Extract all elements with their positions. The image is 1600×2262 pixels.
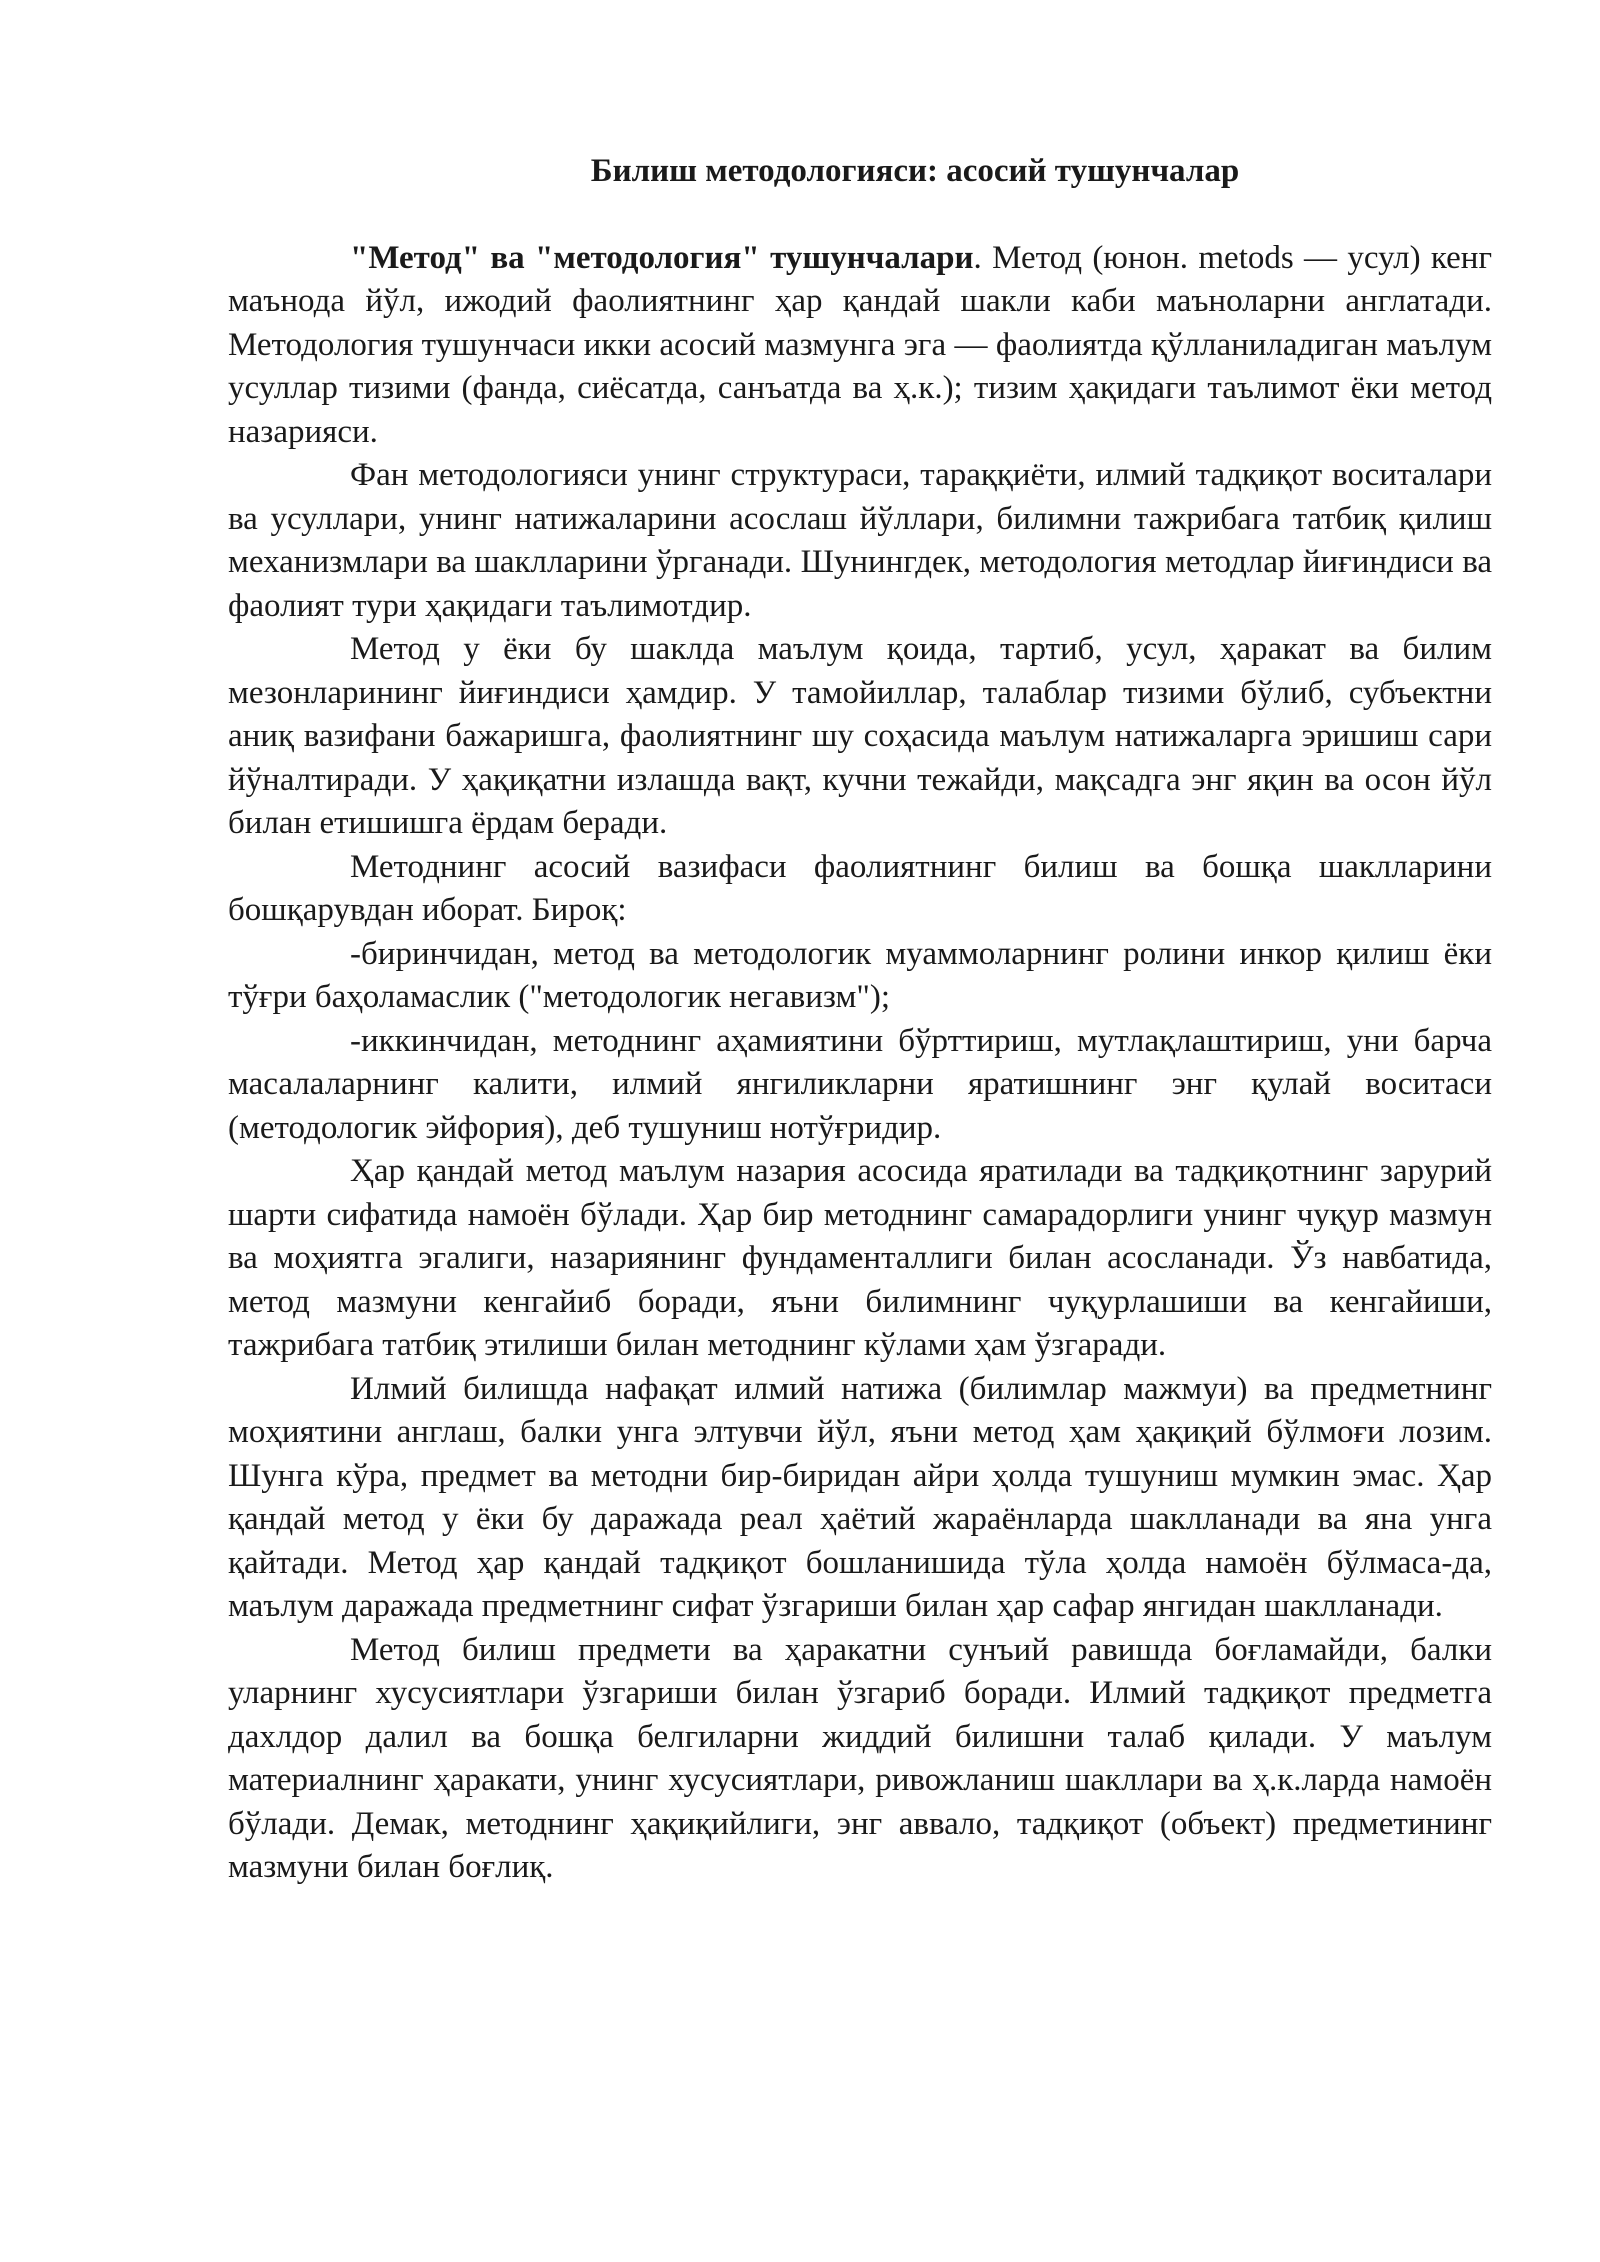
paragraph-7: Метод билиш предмети ва ҳаракатни сунъий равишда боғламайди, балки уларнинг хусусиятлари ўзгариши билан ўзгариб боради. Илмий тадқиқот предметга дахлдор далил ва бошқа белгиларни жиддий билишни талаб қилади. У маълум материалнинг ҳаракати, унинг хусусиятлари, ривожланиш шакллари ва ҳ.к.ларда намоён бўлади. Демак, методнинг ҳақиқийлиги, энг аввало, тадқиқот (объект) предметининг мазмуни билан боғлиқ. <box>228 1631 1492 1885</box>
paragraph-2: Фан методологияси унинг структураси, тараққиёти, илмий тадқиқот воситалари ва усуллари, унинг натижаларини асослаш йўллари, билимни тажрибага татбиқ қилиш механизмлари ва шаклларини ўрганади. Шунингдек, методология методлар йиғиндиси ва фаолият тури ҳақидаги таълимотдир. <box>228 457 1492 624</box>
paragraph-5: Ҳар қандай метод маълум назария асосида яратилади ва тадқиқотнинг зарурий шарти сифатида намоён бўлади. Ҳар бир методнинг самарадорлиги унинг чуқур мазмун ва моҳиятга эгалиги, назариянинг фундаменталлиги билан асосланади. Ўз навбатида, метод мазмуни кенгайиб боради, яъни билимнинг чуқурлашиши ва кенгайиши, тажрибага татбиқ этилиши билан методнинг кўлами ҳам ўзгаради. <box>228 1153 1492 1363</box>
document-title: Билиш методологияси: асосий тушунчалар <box>590 153 1240 189</box>
document-page <box>228 150 1492 1890</box>
lead-term: "Метод" ва "методология" тушунчалари <box>350 239 974 276</box>
list-item-second: -иккинчидан, методнинг аҳамиятини бўрттириш, мутлақлаштириш, уни барча масалаларнинг калити, илмий янгиликларни яратишнинг энг қулай воситаси (методологик эйфория), деб тушуниш нотўғридир. <box>228 1022 1492 1146</box>
paragraph-4: Методнинг асосий вазифаси фаолиятнинг билиш ва бошқа шаклларини бошқарувдан иборат. Бироқ: <box>228 848 1492 928</box>
paragraph-1 <box>228 237 1492 455</box>
paragraph-3: Метод у ёки бу шаклда маълум қоида, тартиб, усул, ҳаракат ва билим мезонларининг йиғиндиси ҳамдир. У тамойиллар, талаблар тизими бўлиб, субъектни аниқ вазифани бажаришга, фаолиятнинг шу соҳасида маълум натижаларга эришиш сари йўналтиради. У ҳақиқатни излашда вақт, кучни тежайди, мақсадга энг яқин ва осон йўл билан етишишга ёрдам беради. <box>228 631 1492 841</box>
paragraph-1-text: . Метод (юнон. metods — усул) кенг маънода йўл, ижодий фаолиятнинг ҳар қандай шакли каби маъноларни англатади. Методология тушунчаси икки асосий мазмунга эга — фаолиятда қўлланиладиган маълум усуллар тизими (фанда, сиёсатда, санъатда ва ҳ.к.); тизим ҳақидаги таълимот ёки метод назарияси. <box>228 239 1492 450</box>
paragraph-6: Илмий билишда нафақат илмий натижа (билимлар мажмуи) ва предметнинг моҳиятини англаш, балки унга элтувчи йўл, яъни метод ҳам ҳақиқий бўлмоғи лозим. Шунга кўра, предмет ва методни бир-биридан айри ҳолда тушуниш мумкин эмас. Ҳар қандай метод у ёки бу даражада реал ҳаётий жараёнларда шаклланади ва яна унга қайтади. Метод ҳар қандай тадқиқот бошланишида тўла ҳолда намоён бўлмаса-да, маълум даражада предметнинг сифат ўзгариши билан ҳар сафар янгидан шаклланади. <box>228 1370 1492 1624</box>
list-item-first: -биринчидан, метод ва методологик муаммоларнинг ролини инкор қилиш ёки тўғри баҳоламаслик ("методологик негавизм"); <box>228 935 1492 1015</box>
